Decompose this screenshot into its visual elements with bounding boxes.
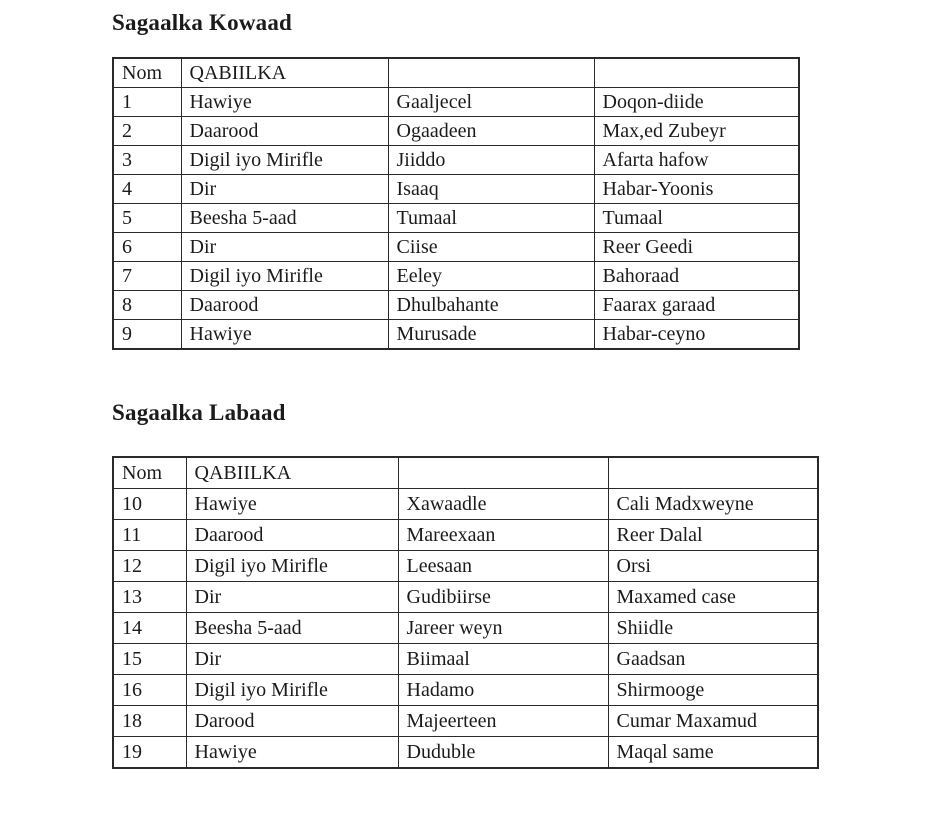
table-cell: 16 <box>113 675 186 706</box>
table-header-cell: Nom <box>113 457 186 489</box>
table-cell: 8 <box>113 291 181 320</box>
table-cell: Digil iyo Mirifle <box>181 262 388 291</box>
table-cell: Habar-ceyno <box>594 320 799 350</box>
table-header-cell: Nom <box>113 58 181 88</box>
table-cell: 12 <box>113 551 186 582</box>
table-row <box>113 520 818 551</box>
table-cell: 4 <box>113 175 181 204</box>
table-cell: Digil iyo Mirifle <box>186 551 398 582</box>
table-cell: Daarood <box>181 117 388 146</box>
table-cell: Max,ed Zubeyr <box>594 117 799 146</box>
section-title-second: Sagaalka Labaad <box>112 400 286 425</box>
table-cell: 13 <box>113 582 186 613</box>
table-cell: Orsi <box>608 551 818 582</box>
clan-table-first-body <box>113 58 799 349</box>
table-cell: 5 <box>113 204 181 233</box>
table-cell: Ciise <box>388 233 594 262</box>
table-row <box>113 489 818 520</box>
table-cell: Leesaan <box>398 551 608 582</box>
table-cell: 1 <box>113 88 181 117</box>
table-cell: Murusade <box>388 320 594 350</box>
table-header-row <box>113 58 799 88</box>
table-cell: 6 <box>113 233 181 262</box>
table-cell: Habar-Yoonis <box>594 175 799 204</box>
table-cell: Darood <box>186 706 398 737</box>
table-row <box>113 233 799 262</box>
table-cell: Maqal same <box>608 737 818 769</box>
table-row <box>113 706 818 737</box>
table-cell: 15 <box>113 644 186 675</box>
table-cell: Hadamo <box>398 675 608 706</box>
table-row <box>113 146 799 175</box>
table-cell: 10 <box>113 489 186 520</box>
table-cell: Gaaljecel <box>388 88 594 117</box>
table-cell: Duduble <box>398 737 608 769</box>
table-row <box>113 737 818 769</box>
table-cell: 14 <box>113 613 186 644</box>
table-row <box>113 320 799 350</box>
table-cell: Beesha 5-aad <box>181 204 388 233</box>
table-cell: Doqon-diide <box>594 88 799 117</box>
table-header-cell <box>594 58 799 88</box>
table-cell: Cali Madxweyne <box>608 489 818 520</box>
table-cell: 18 <box>113 706 186 737</box>
table-cell: Biimaal <box>398 644 608 675</box>
table-cell: Bahoraad <box>594 262 799 291</box>
table-cell: Afarta hafow <box>594 146 799 175</box>
table-cell: Dhulbahante <box>388 291 594 320</box>
table-cell: Daarood <box>186 520 398 551</box>
table-cell: Shiidle <box>608 613 818 644</box>
table-cell: Xawaadle <box>398 489 608 520</box>
table-cell: Reer Dalal <box>608 520 818 551</box>
table-cell: Hawiye <box>181 88 388 117</box>
table-cell: Faarax garaad <box>594 291 799 320</box>
table-row <box>113 644 818 675</box>
table-header-row <box>113 457 818 489</box>
table-cell: Tumaal <box>594 204 799 233</box>
table-cell: Daarood <box>181 291 388 320</box>
table-cell: Hawiye <box>186 737 398 769</box>
table-cell: Digil iyo Mirifle <box>181 146 388 175</box>
table-cell: 3 <box>113 146 181 175</box>
table-cell: 9 <box>113 320 181 350</box>
table-cell: Jareer weyn <box>398 613 608 644</box>
table-row <box>113 613 818 644</box>
table-header-cell <box>388 58 594 88</box>
table-cell: Isaaq <box>388 175 594 204</box>
table-cell: Shirmooge <box>608 675 818 706</box>
table-header-cell <box>398 457 608 489</box>
table-cell: 19 <box>113 737 186 769</box>
table-cell: Maxamed case <box>608 582 818 613</box>
table-cell: Dir <box>181 233 388 262</box>
table-cell: 11 <box>113 520 186 551</box>
table-cell: Digil iyo Mirifle <box>186 675 398 706</box>
table-cell: Majeerteen <box>398 706 608 737</box>
table-cell: Dir <box>181 175 388 204</box>
table-cell: Hawiye <box>186 489 398 520</box>
table-row <box>113 175 799 204</box>
table-cell: Mareexaan <box>398 520 608 551</box>
table-row <box>113 88 799 117</box>
section-title-first: Sagaalka Kowaad <box>112 10 293 35</box>
table-cell: Hawiye <box>181 320 388 350</box>
table-cell: Tumaal <box>388 204 594 233</box>
table-row <box>113 582 818 613</box>
table-row <box>113 204 799 233</box>
table-cell: Reer Geedi <box>594 233 799 262</box>
table-cell: 2 <box>113 117 181 146</box>
clan-table-first <box>112 57 800 350</box>
table-cell: Beesha 5-aad <box>186 613 398 644</box>
table-cell: Dir <box>186 582 398 613</box>
table-row <box>113 675 818 706</box>
table-cell: 7 <box>113 262 181 291</box>
clan-table-second <box>112 456 819 769</box>
table-row <box>113 117 799 146</box>
table-cell: Eeley <box>388 262 594 291</box>
table-row <box>113 291 799 320</box>
table-cell: Gudibiirse <box>398 582 608 613</box>
table-cell: Ogaadeen <box>388 117 594 146</box>
table-cell: Dir <box>186 644 398 675</box>
table-cell: Gaadsan <box>608 644 818 675</box>
table-row <box>113 551 818 582</box>
table-header-cell <box>608 457 818 489</box>
clan-table-second-body <box>113 457 818 768</box>
table-row <box>113 262 799 291</box>
table-cell: Cumar Maxamud <box>608 706 818 737</box>
table-header-cell: QABIILKA <box>181 58 388 88</box>
table-header-cell: QABIILKA <box>186 457 398 489</box>
table-cell: Jiiddo <box>388 146 594 175</box>
